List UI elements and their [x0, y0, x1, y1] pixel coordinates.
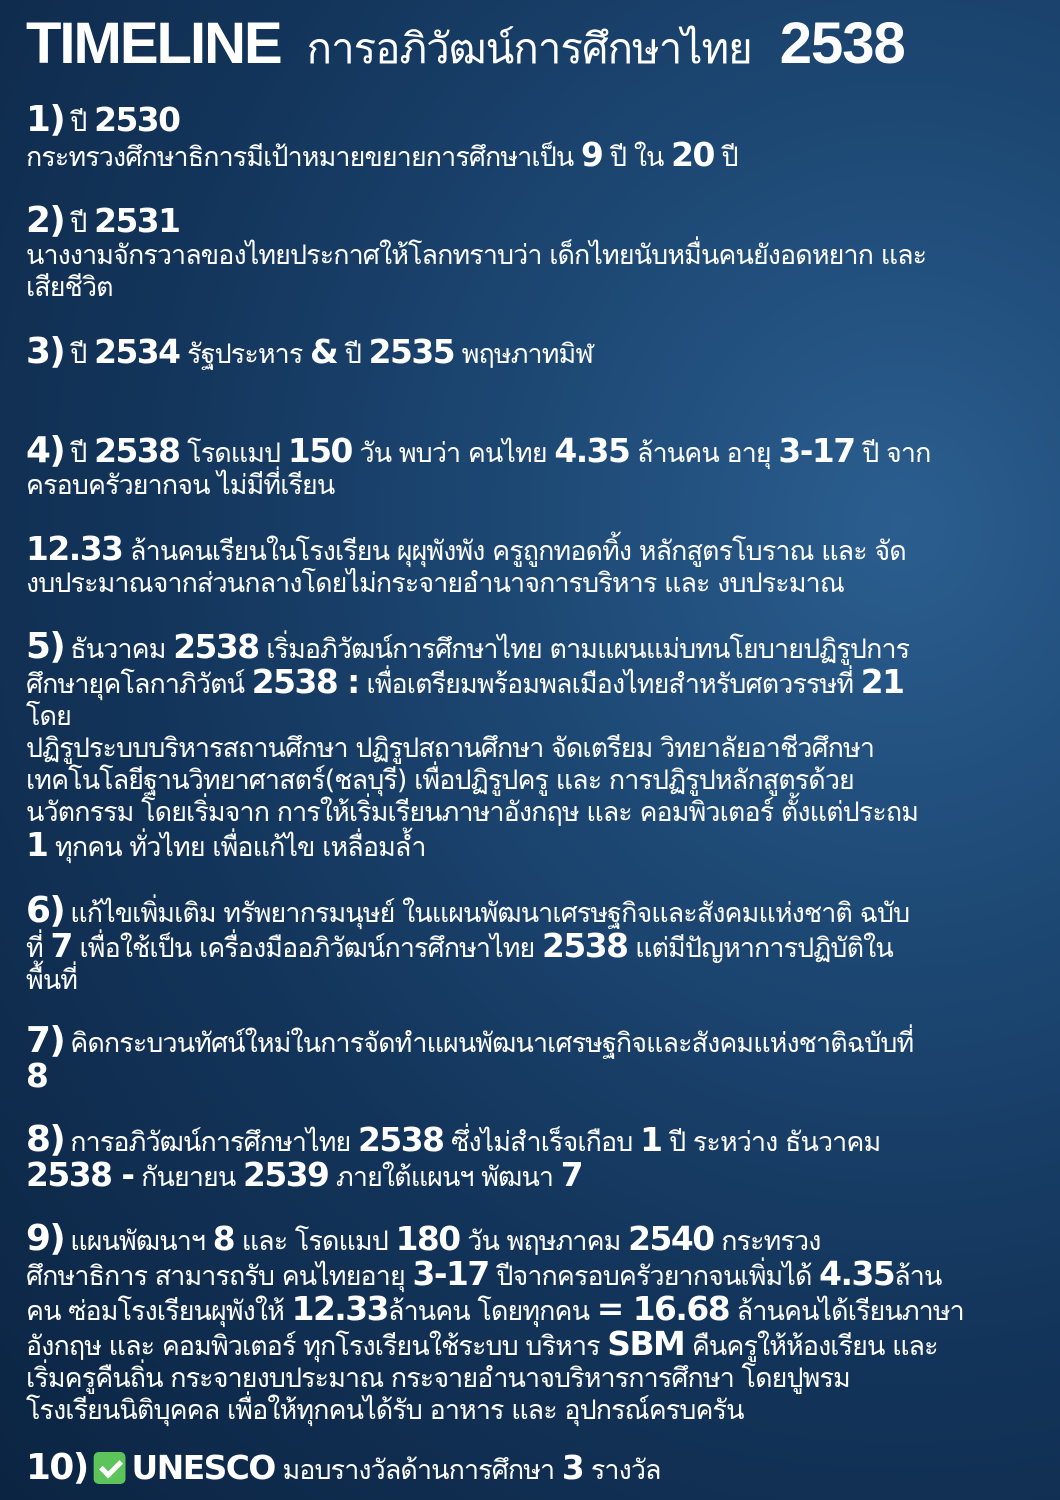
bold-value: 3 [561, 1448, 584, 1487]
bold-value: & [310, 332, 338, 371]
text-segment: ปี [70, 107, 95, 138]
bold-value: 20 [671, 135, 714, 174]
check-mark-icon [94, 1452, 126, 1484]
text-line [26, 331, 1031, 372]
text-segment: คืนครูให้ห้องเรียน และ [684, 1331, 938, 1362]
text-line [26, 733, 1031, 765]
text-segment: ล้าน [894, 1261, 942, 1292]
item-number: 3) [26, 331, 65, 372]
item-number: 8) [26, 1119, 65, 1160]
bold-value: 150 [287, 431, 352, 470]
bold-value: 8 [26, 1056, 48, 1095]
text-line [26, 1020, 1031, 1061]
text-line [26, 1363, 1031, 1395]
text-segment: ศึกษาธิการ สามารถรับ คนไทยอายุ [26, 1261, 413, 1292]
bold-value: 2538 - [26, 1155, 134, 1194]
bold-value: 2539 [242, 1155, 329, 1194]
timeline-item-1 [26, 99, 1036, 174]
text-segment: รัฐประหาร [179, 339, 311, 370]
text-segment: ล้านคนเรียนในโรงเรียน ผุผุพังพัง ครูถูกทอดทิ้ง หลักสูตรโบราณ และ จัด [122, 536, 906, 567]
text-line [26, 1056, 1031, 1095]
text-segment: นวัตกรรม โดยเริ่มจาก การให้เริ่มเรียนภาษาอังกฤษ และ คอมพิวเตอร์ ตั้งแต่ประถม [26, 797, 919, 828]
bold-value: 2540 [628, 1219, 714, 1258]
text-line [26, 1155, 1031, 1194]
text-segment: รางวัล [583, 1455, 661, 1486]
text-segment: ปี [337, 339, 369, 370]
text-line [26, 626, 1031, 667]
text-line [26, 430, 1031, 471]
bold-value: 4.35 [554, 431, 630, 470]
text-segment: ปี ระหว่าง ธันวาคม [661, 1127, 881, 1158]
bold-value: 9 [581, 135, 603, 174]
bold-value: 7 [560, 1155, 583, 1194]
text-segment: กระทรวงศึกษาธิการมีเป้าหมายขยายการศึกษาเป็น [26, 142, 582, 173]
text-segment: โรดแมป [179, 438, 288, 469]
bold-value: 8 [212, 1219, 235, 1258]
bold-value: 2531 [94, 201, 180, 240]
timeline-item-10 [26, 1447, 1036, 1488]
text-segment: ปฏิรูประบบบริหารสถานศึกษา ปฏิรูปสถานศึกษา จัดเตรียม วิทยาลัยอาชีวศึกษา [26, 733, 875, 764]
text-segment: ครอบครัวยากจน ไม่มีที่เรียน [26, 470, 335, 501]
text-segment: แก้ไขเพิ่มเติม ทรัพยากรมนุษย์ ในแผนพัฒนาเศรษฐกิจและสังคมแห่งชาติ ฉบับ [70, 898, 910, 929]
title-year: 2538 [779, 11, 905, 76]
text-segment: ซึ่งไม่สำเร็จเกือบ [443, 1127, 641, 1158]
text-line [26, 965, 1031, 997]
text-segment: ปี จาก [854, 438, 931, 469]
text-line [26, 1218, 1031, 1259]
text-segment: วัน พบว่า คนไทย [351, 438, 555, 469]
text-segment: ที่ [26, 933, 51, 964]
bold-value: 12.33 [26, 529, 123, 568]
text-line [26, 240, 1031, 272]
bold-value: 21 [860, 662, 904, 701]
text-line [26, 1395, 1031, 1427]
text-line [26, 825, 1031, 864]
text-segment: โรงเรียนนิติบุคคล เพื่อให้ทุกคนได้รับ อาหาร และ อุปกรณ์ครบครัน [26, 1395, 744, 1426]
text-line [26, 890, 1031, 931]
page-title [26, 10, 1036, 82]
text-segment: ปี [70, 208, 95, 239]
timeline-item-4 [26, 430, 1036, 502]
timeline-item-4b [26, 529, 1036, 600]
text-segment: มอบรางวัลด้านการศึกษา [274, 1455, 562, 1486]
text-line [26, 272, 1031, 304]
bold-value: 3-17 [412, 1254, 489, 1293]
timeline-item-7 [26, 1020, 1036, 1095]
document-page [26, 10, 1036, 1488]
text-segment: ปี ใน [602, 142, 672, 173]
bold-value: 2534 [94, 332, 180, 371]
bold-value: 2530 [94, 100, 180, 139]
title-main: TIMELINE [26, 11, 281, 76]
text-line [26, 662, 1031, 701]
bold-value: 4.35 [819, 1254, 895, 1293]
text-segment: อังกฤษ และ คอมพิวเตอร์ ทุกโรงเรียนใช้ระบบ บริหาร [26, 1331, 608, 1362]
text-line [26, 1324, 1031, 1363]
timeline-item-6 [26, 890, 1036, 997]
text-line [26, 470, 1031, 502]
text-segment: แผนพัฒนาฯ [70, 1226, 213, 1257]
text-segment: เสียชีวิต [26, 272, 113, 303]
timeline-item-5 [26, 626, 1036, 864]
item-number: 2) [26, 200, 65, 241]
bold-value: 7 [50, 926, 72, 965]
text-segment: คน ซ่อมโรงเรียนผุพังให้ [26, 1296, 292, 1327]
text-line [26, 1447, 1031, 1488]
text-segment: กันยายน [133, 1162, 243, 1193]
item-number: 6) [26, 890, 65, 931]
item-number: 7) [26, 1020, 65, 1061]
title-thai: การอภิวัฒน์การศึกษาไทย [306, 24, 752, 73]
text-line [26, 99, 1031, 140]
text-line [26, 200, 1031, 241]
text-segment: เพื่อเตรียมพร้อมพลเมืองไทยสำหรับศตวรรษที่ [358, 669, 861, 700]
bold-value: 1 [26, 825, 48, 864]
text-line [26, 765, 1031, 797]
text-segment: ศึกษายุคโลกาภิวัตน์ [26, 669, 252, 700]
text-segment: งบประมาณจากส่วนกลางโดยไม่กระจายอำนาจการบริหาร และ งบประมาณ [26, 568, 844, 599]
bold-value: UNESCO [131, 1448, 275, 1487]
bold-value: 2538 [542, 926, 628, 965]
text-line [26, 701, 1031, 733]
timeline-item-3 [26, 331, 1036, 372]
text-segment: เริ่มครูคืนถิ่น กระจายงบประมาณ กระจายอำนาจบริหารการศึกษา โดยปูพรม [26, 1363, 850, 1394]
text-segment: เริ่มอภิวัฒน์การศึกษาไทย ตามแผนแม่บทนโยบายปฏิรูปการ [258, 634, 910, 665]
text-segment: ล้านคนได้เรียนภาษา [729, 1296, 964, 1327]
bold-value: 2538 [94, 431, 180, 470]
text-segment: ล้านคน อายุ [629, 438, 779, 469]
bold-value: 2535 [368, 332, 455, 371]
bold-value: SBM [607, 1324, 685, 1363]
text-segment: พฤษภาทมิฬ [454, 339, 593, 370]
text-segment: เพื่อใช้เป็น เครื่องมืออภิวัฒน์การศึกษาไทย [71, 933, 543, 964]
timeline-item-9 [26, 1218, 1036, 1427]
text-segment: ปี [713, 142, 738, 173]
timeline-item-2 [26, 200, 1036, 304]
text-line [26, 529, 1031, 568]
bold-value: 12.33 [291, 1289, 388, 1328]
bold-value: 3-17 [778, 431, 855, 470]
bold-value: 2538 [358, 1120, 444, 1159]
item-number: 1) [26, 99, 65, 140]
text-line [26, 1289, 1031, 1328]
bold-value: 1 [640, 1120, 662, 1159]
text-segment: ภายใต้แผนฯ พัฒนา [328, 1162, 561, 1193]
text-segment: พื้นที่ [26, 965, 78, 996]
text-segment: กระทรวง [713, 1226, 821, 1257]
text-segment: ปี [70, 438, 95, 469]
bold-value: 2538 : [251, 662, 359, 701]
text-segment: ปีจากครอบครัวยากจนเพิ่มได้ [488, 1261, 820, 1292]
text-line [26, 797, 1031, 829]
item-number: 10) [26, 1447, 88, 1488]
text-segment: ทุกคน ทั่วไทย เพื่อแก้ไข เหลื่อมล้ำ [47, 832, 426, 863]
text-segment: ปี [70, 339, 95, 370]
text-line [26, 1119, 1031, 1160]
text-segment: ธันวาคม [70, 634, 174, 665]
text-segment: และ โรดแมป [234, 1226, 396, 1257]
bold-value: 2538 [173, 627, 259, 666]
bold-value: 180 [395, 1219, 460, 1258]
text-segment: เทคโนโลยีฐานวิทยาศาสตร์(ชลบุรี) เพื่อปฏิรูปครู และ การปฏิรูปหลักสูตรด้วย [26, 765, 854, 796]
item-number: 9) [26, 1218, 65, 1259]
text-line [26, 135, 1031, 174]
text-line [26, 568, 1031, 600]
item-number: 4) [26, 430, 65, 471]
text-line [26, 1254, 1031, 1293]
text-segment: วัน พฤษภาคม [459, 1226, 629, 1257]
item-number: 5) [26, 626, 65, 667]
text-segment: นางงามจักรวาลของไทยประกาศให้โลกทราบว่า เด็กไทยนับหมื่นคนยังอดหยาก และ [26, 240, 927, 271]
text-segment: คิดกระบวนทัศน์ใหม่ในการจัดทำแผนพัฒนาเศรษฐกิจและสังคมแห่งชาติฉบับที่ [70, 1028, 914, 1059]
text-segment: การอภิวัฒน์การศึกษาไทย [70, 1127, 359, 1158]
text-segment: แต่มีปัญหาการปฏิบัติใน [627, 933, 893, 964]
timeline-item-8 [26, 1119, 1036, 1194]
text-segment: ล้านคน โดยทุกคน [387, 1296, 597, 1327]
bold-value: = 16.68 [596, 1289, 730, 1328]
text-segment: โดย [26, 701, 71, 732]
text-line [26, 926, 1031, 965]
